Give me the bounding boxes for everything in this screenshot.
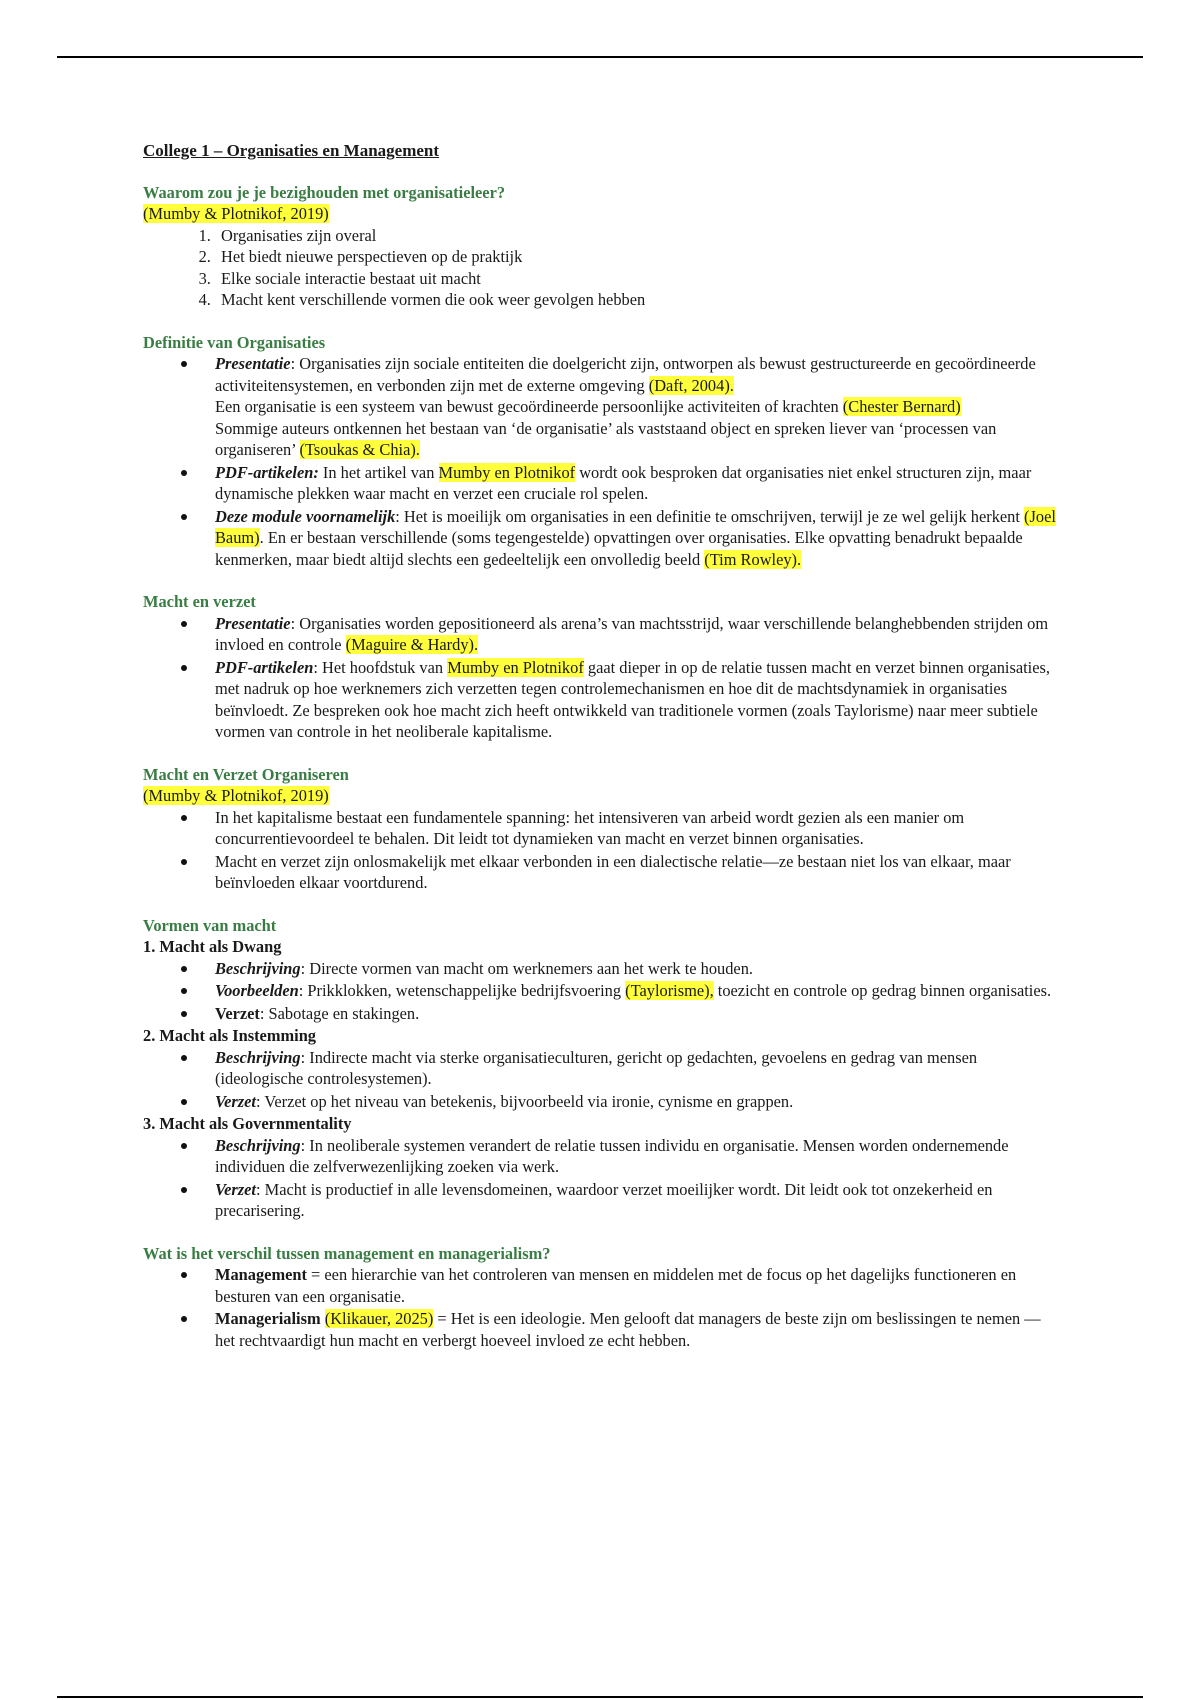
section-waarom <box>143 182 1063 311</box>
item-label: PDF-artikelen <box>215 657 314 677</box>
section-heading: Macht en verzet <box>143 592 256 611</box>
subsection-title: 1. Macht als Dwang <box>143 937 282 956</box>
item-text: : Sabotage en stakingen. <box>259 1003 420 1023</box>
item-text: Sommige auteurs ontkennen het bestaan van ‘de organisatie’ als vaststaand object en spreken liever van ‘processen van organiseren’ <box>215 418 997 459</box>
section-vormen <box>143 915 1063 1222</box>
item-text: : Macht is productief in alle levensdomeinen, waardoor verzet moeilijker wordt. Dit leidt ook tot onzekerheid en precarisering. <box>215 1179 993 1220</box>
highlighted-citation: (Daft, 2004). <box>648 375 734 395</box>
item-text: : Het is moeilijk om organisaties in een definitie te omschrijven, terwijl je ze wel gelijk herkent <box>395 506 1025 526</box>
item-label: PDF-artikelen: <box>215 462 319 482</box>
item-label: Verzet <box>215 1091 256 1111</box>
item-text: In het artikel van <box>318 462 439 482</box>
highlighted-citation: (Maguire & Hardy). <box>345 635 479 654</box>
section-heading: Wat is het verschil tussen management en managerialism? <box>143 1243 551 1263</box>
bullet-list <box>143 1047 1063 1113</box>
highlighted-citation: (Chester Bernard) <box>842 397 961 416</box>
list-item <box>215 1264 1063 1307</box>
list-item <box>215 1308 1063 1351</box>
highlighted-citation: (Klikauer, 2025) <box>324 1309 434 1328</box>
section-heading: Vormen van macht <box>143 915 277 935</box>
list-item <box>215 657 1063 743</box>
list-item <box>215 980 1063 1002</box>
bullet-list <box>143 958 1063 1025</box>
section-verschil <box>143 1243 1063 1352</box>
bullet-list <box>143 613 1063 743</box>
section-heading: Waarom zou je je bezighouden met organisatieleer? <box>143 182 506 202</box>
item-text: : Het hoofdstuk van <box>313 657 448 677</box>
list-item <box>215 1179 1063 1222</box>
list-item <box>215 506 1063 571</box>
subsection-title: 2. Macht als Instemming <box>143 1026 317 1045</box>
item-text: : Indirecte macht via sterke organisatieculturen, gericht op gedachten, gevoelens en gedrag van mensen (ideologische controlesystemen). <box>215 1047 978 1088</box>
bullet-list <box>143 353 1063 570</box>
item-label: Verzet <box>215 1179 256 1199</box>
item-text: : In neoliberale systemen verandert de relatie tussen individu en organisatie. Mensen worden ondernemende individuen die zelfverwezenlijking zoeken via werk. <box>215 1135 1009 1176</box>
section-heading: Macht en Verzet Organiseren <box>143 764 349 784</box>
bullet-list <box>143 807 1063 894</box>
subsection-title: 3. Macht als Governmentality <box>143 1114 352 1133</box>
source-citation: (Mumby & Plotnikof, 2019) <box>143 204 329 223</box>
bullet-list <box>143 1264 1063 1351</box>
item-label: Beschrijving <box>215 1135 301 1155</box>
item-text: wordt ook besproken dat organisaties niet enkel structuren zijn, maar dynamische plekken waar macht en verzet een cruciale rol spelen. <box>215 462 1032 503</box>
section-heading: Definitie van Organisaties <box>143 332 326 352</box>
item-label: Deze module voornamelijk <box>215 506 396 526</box>
list-item <box>215 1135 1063 1178</box>
bottom-rule <box>57 1696 1143 1698</box>
bullet-list <box>143 1135 1063 1222</box>
list-item <box>215 1091 1063 1113</box>
source-citation: (Mumby & Plotnikof, 2019) <box>143 786 329 805</box>
numbered-list <box>143 225 1063 311</box>
item-text: = een hierarchie van het controleren van mensen en middelen met de focus op het dagelijks functioneren en besturen van een organisatie. <box>215 1265 1017 1306</box>
item-text: : Organisaties zijn sociale entiteiten die doelgericht zijn, ontworpen als bewust gestructureerde en gecoördineerde activiteitensystemen, en verbonden zijn met de externe omgeving <box>215 354 1036 395</box>
list-item: 4. Macht kent verschillende vormen die ook weer gevolgen hebben <box>215 289 1063 311</box>
item-text: = Het is een ideologie. Men gelooft dat managers de beste zijn om beslissingen te nemen — het rechtvaardigt hun macht en verbergt hoeveel invloed ze echt hebben. <box>215 1309 1041 1350</box>
list-item <box>215 613 1063 656</box>
item-text: toezicht en controle op gedrag binnen organisaties. <box>713 981 1052 1000</box>
item-label: Verzet <box>215 1003 260 1023</box>
list-item <box>215 462 1063 505</box>
list-item <box>215 1047 1063 1090</box>
item-label: Management <box>215 1265 307 1284</box>
highlighted-citation: Mumby en Plotnikof <box>438 462 576 482</box>
item-label: Presentatie <box>215 354 291 373</box>
highlighted-citation: (Joel Baum) <box>215 506 1056 547</box>
item-text: gaat dieper in op de relatie tussen macht en verzet binnen organisaties, met nadruk op hoe werknemers zich verzetten tegen controlemechanismen en hoe dit de machtsdynamiek in organisaties beïnvloedt. Ze bespreken ook hoe macht zich heeft ontwikkeld van traditionele vormen (zoals Taylorisme) naar meer subtiele vormen van controle in het neoliberale kapitalisme. <box>215 657 1050 741</box>
item-text: : Directe vormen van macht om werknemers aan het werk te houden. <box>300 958 754 978</box>
list-item: In het kapitalisme bestaat een fundamentele spanning: het intensiveren van arbeid wordt gezien als een manier om concurrentievoordeel te behalen. Dit leidt tot dynamieken van macht en verzet binnen organisaties. <box>215 807 1063 850</box>
item-text: : Organisaties worden gepositioneerd als arena’s van machtsstrijd, waar verschillende belanghebbenden strijden om invloed en controle <box>215 613 1049 654</box>
item-label: Voorbeelden <box>215 981 299 1000</box>
top-rule <box>57 56 1143 58</box>
item-text: Een organisatie is een systeem van bewust gecoördineerde persoonlijke activiteiten of krachten <box>215 397 843 416</box>
document-body <box>143 140 1063 1372</box>
list-item <box>215 958 1063 980</box>
highlighted-citation: (Taylorisme), <box>625 981 714 1000</box>
list-item <box>215 1003 1063 1025</box>
list-item: Macht en verzet zijn onlosmakelijk met elkaar verbonden in een dialectische relatie—ze bestaan niet los van elkaar, maar beïnvloeden elkaar voortdurend. <box>215 851 1063 894</box>
section-definitie <box>143 332 1063 571</box>
section-organiseren <box>143 764 1063 894</box>
list-item: 1. Organisaties zijn overal <box>215 225 1063 247</box>
item-text: . En er bestaan verschillende (soms tegengestelde) opvattingen over organisaties. Elke opvatting benadrukt bepaalde kenmerken, maar biedt altijd slechts een gedeeltelijk een onvolledig beeld <box>215 528 1023 569</box>
page-title: College 1 – Organisaties en Management <box>143 141 440 160</box>
item-label: Presentatie <box>215 613 291 633</box>
list-item <box>215 353 1063 461</box>
section-macht-en-verzet <box>143 591 1063 743</box>
item-label: Managerialism <box>215 1309 321 1328</box>
highlighted-citation: (Tim Rowley). <box>704 549 802 569</box>
highlighted-citation: (Tsoukas & Chia). <box>299 440 420 459</box>
highlighted-citation: Mumby en Plotnikof <box>447 657 584 677</box>
list-item: 2. Het biedt nieuwe perspectieven op de praktijk <box>215 246 1063 268</box>
item-label: Beschrijving <box>215 958 301 978</box>
item-label: Beschrijving <box>215 1047 301 1067</box>
item-text: : Verzet op het niveau van betekenis, bijvoorbeeld via ironie, cynisme en grappen. <box>255 1091 794 1111</box>
item-text: : Prikklokken, wetenschappelijke bedrijfsvoering <box>298 981 626 1000</box>
list-item: 3. Elke sociale interactie bestaat uit macht <box>215 268 1063 290</box>
